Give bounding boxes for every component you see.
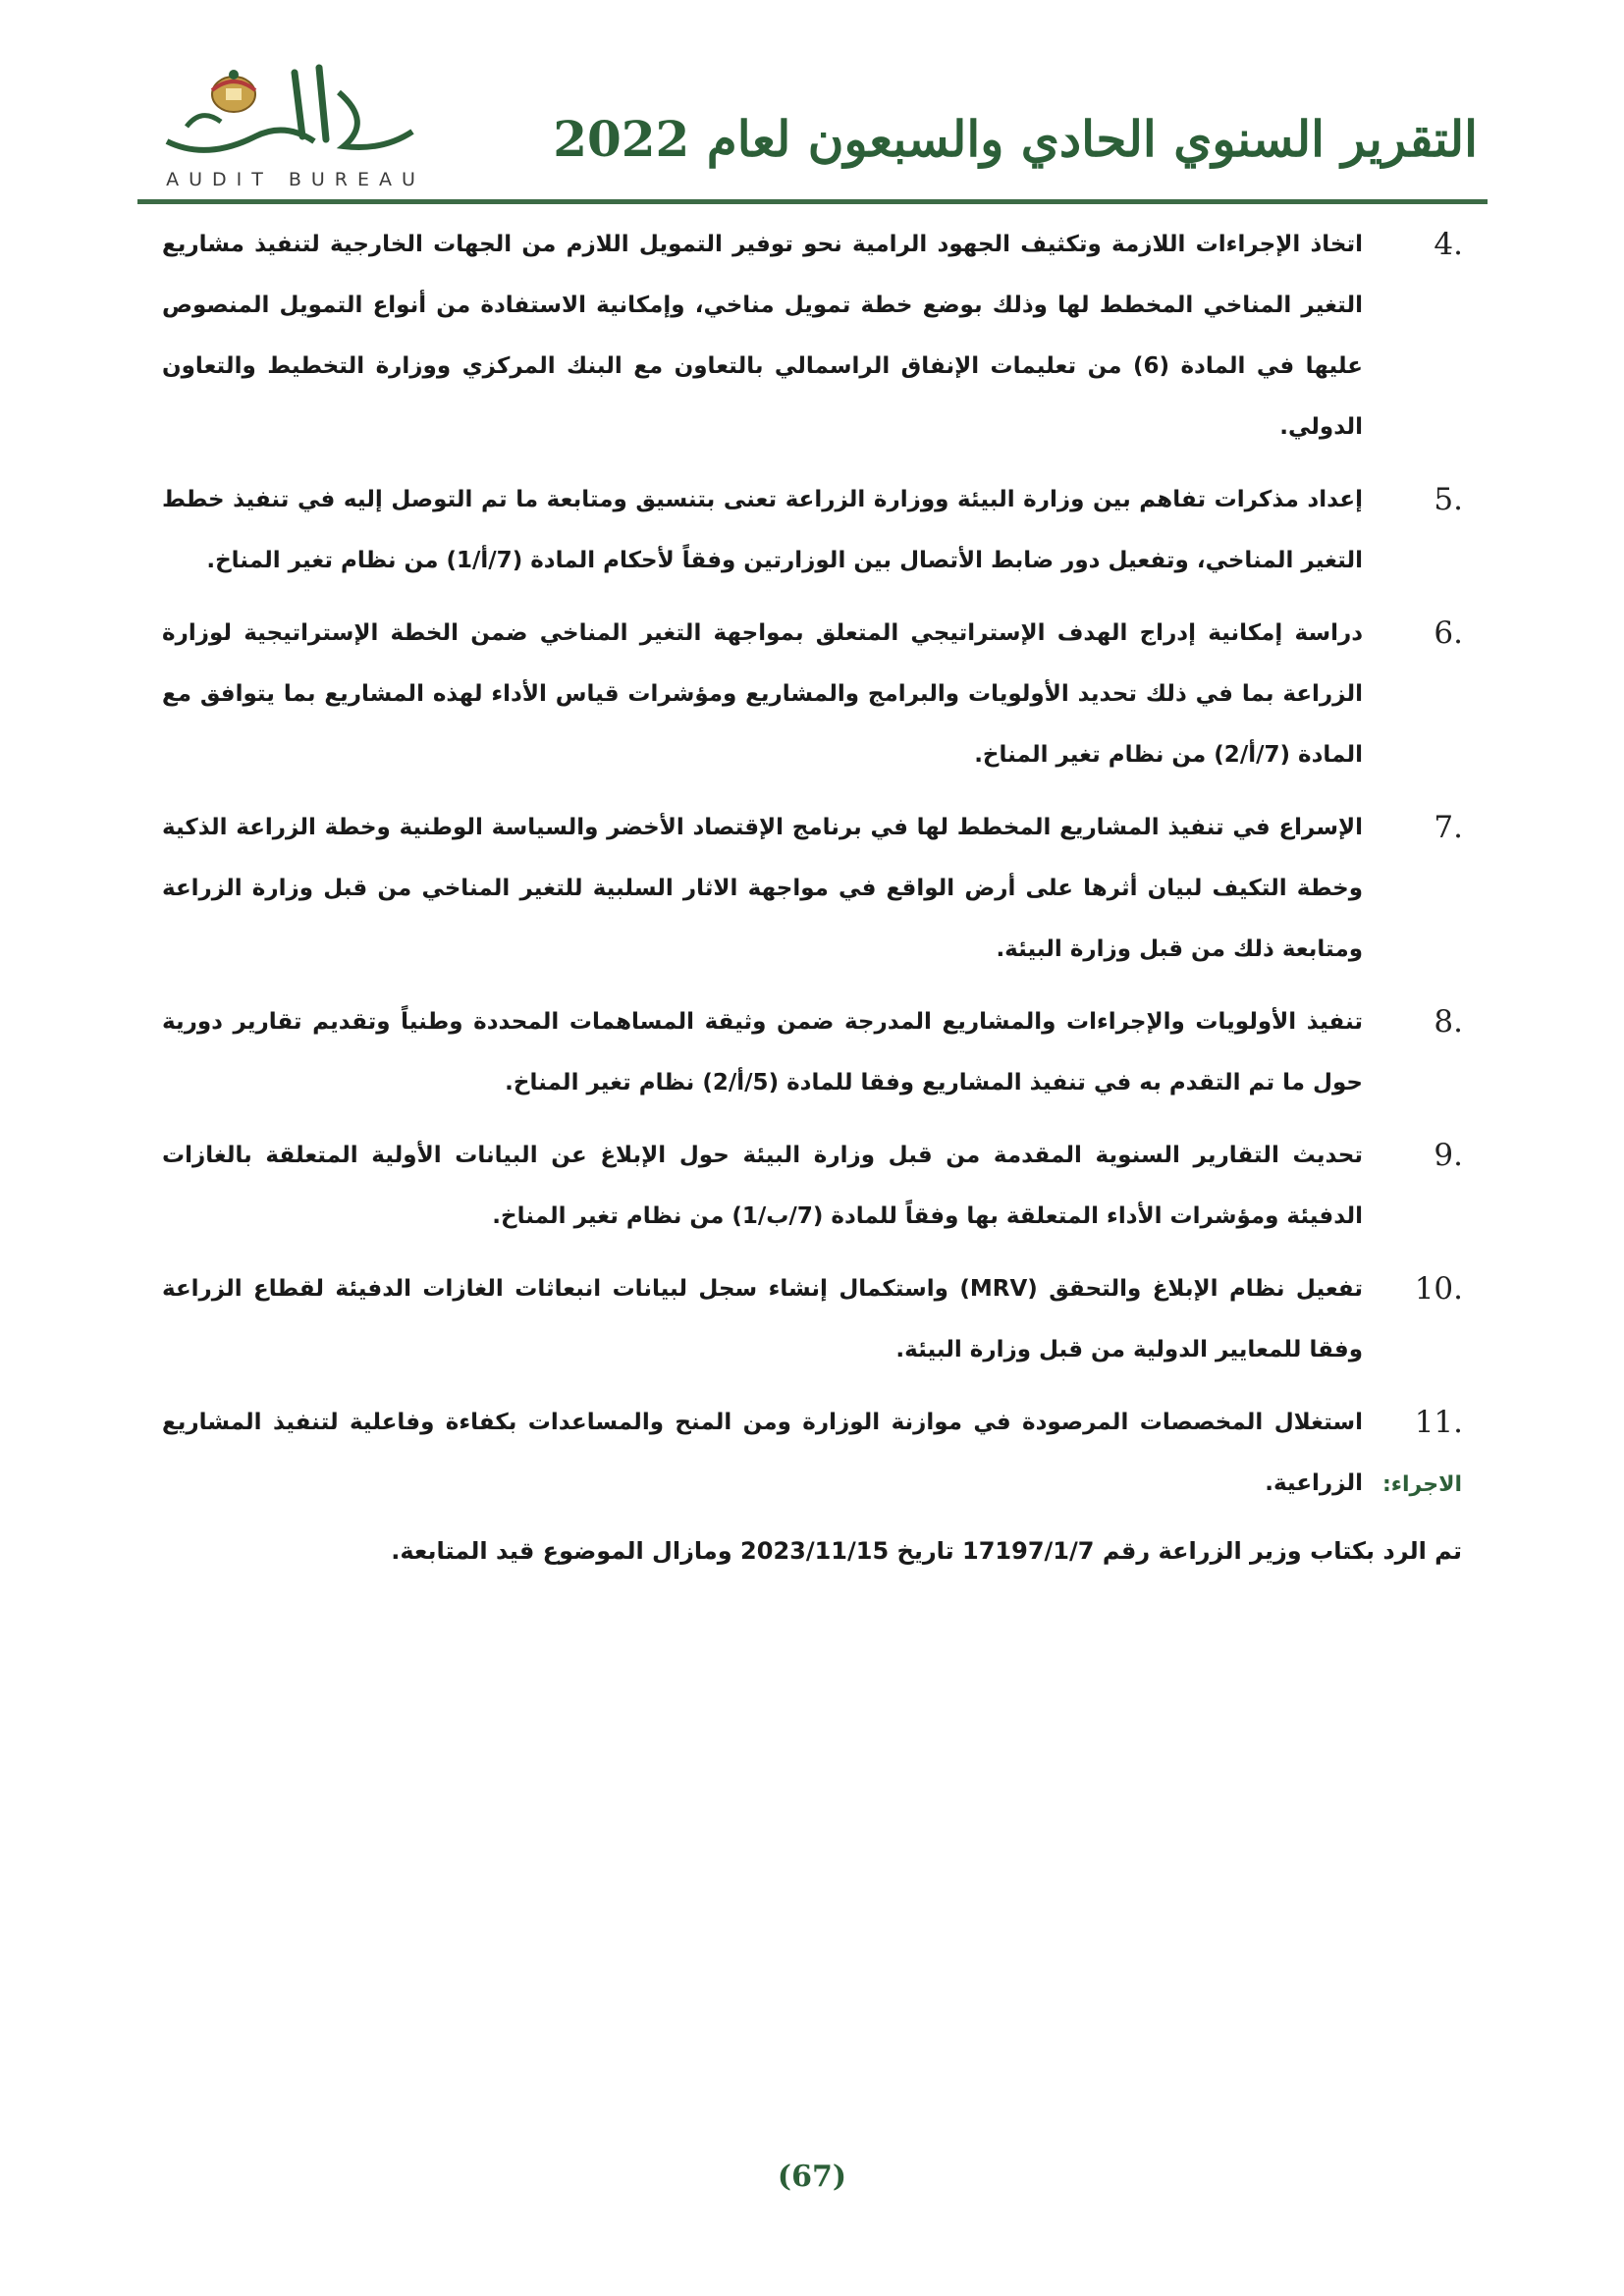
item-number: 9. <box>1434 1138 1463 1173</box>
list-item <box>162 603 1463 785</box>
item-text: تحديث التقارير السنوية المقدمة من قبل وزارة البيئة حول الإبلاغ عن البيانات الأولية المتعلقة بالغازات الدفيئة ومؤشرات الأداء المتعلقة بها وفقاً للمادة (7/ب/1) من نظام تغير المناخ. <box>162 1143 1363 1229</box>
logo-emblem-icon <box>147 53 432 171</box>
recommendations-list <box>162 214 1463 1525</box>
item-text: استغلال المخصصات المرصودة في موازنة الوزارة ومن المنح والمساعدات بكفاءة وفاعلية لتنفيذ المشاريع الزراعية. <box>162 1410 1363 1496</box>
list-item <box>162 1258 1463 1380</box>
item-number: 6. <box>1434 615 1463 651</box>
item-text: اتخاذ الإجراءات اللازمة وتكثيف الجهود الرامية نحو توفير التمويل اللازم من الجهات الخارجية لتنفيذ مشاريع التغير المناخي المخطط لها وذلك بوضع خطة تمويل مناخي، وإمكانية الاستفادة من أنواع التمويل المنصوص عليها في المادة (6) من تعليمات الإنفاق الراسمالي بالتعاون مع البنك المركزي ووزارة التخطيط والتعاون الدولي. <box>162 232 1363 440</box>
logo-english-text: AUDIT BUREAU <box>166 169 425 190</box>
audit-bureau-logo <box>147 53 432 195</box>
action-label: الاجراء: <box>1381 1472 1462 1497</box>
item-text: تفعيل نظام الإبلاغ والتحقق (MRV) واستكمال إنشاء سجل لبيانات انبعاثات الغازات الدفيئة لقطاع الزراعة وفقا للمعايير الدولية من قبل وزارة البيئة. <box>162 1276 1364 1362</box>
page-number: (67) <box>777 2160 847 2194</box>
item-number: 5. <box>1434 482 1463 517</box>
item-number: 4. <box>1434 227 1463 262</box>
item-number: 8. <box>1434 1004 1463 1040</box>
page-header <box>137 49 1488 196</box>
report-title: التقرير السنوي الحادي والسبعون لعام 2022 <box>553 110 1478 168</box>
item-text: دراسة إمكانية إدراج الهدف الإستراتيجي المتعلق بمواجهة التغير المناخي ضمن الخطة الإستراتيجية لوزارة الزراعة بما في ذلك تحديد الأولويات والبرامج والمشاريع ومؤشرات قياس الأداء لهذه المشاريع بما يتوافق مع المادة (7/أ/2) من نظام تغير المناخ. <box>162 620 1363 768</box>
list-item <box>162 214 1463 457</box>
item-text: إعداد مذكرات تفاهم بين وزارة البيئة ووزارة الزراعة تعنى بتنسيق ومتابعة ما تم التوصل إليه في تنفيذ خطط التغير المناخي، وتفعيل دور ضابط الأتصال بين الوزارتين وفقاً لأحكام المادة (7/أ/1) من نظام تغير المناخ. <box>162 487 1363 573</box>
list-item <box>162 1125 1463 1247</box>
item-number: 10. <box>1414 1271 1463 1307</box>
list-item <box>162 797 1463 980</box>
item-number: 11. <box>1414 1405 1463 1440</box>
list-item <box>162 991 1463 1113</box>
header-divider <box>137 199 1488 204</box>
item-number: 7. <box>1434 810 1463 845</box>
list-item <box>162 469 1463 591</box>
list-item <box>162 1392 1463 1514</box>
item-text: تنفيذ الأولويات والإجراءات والمشاريع المدرجة ضمن وثيقة المساهمات المحددة وطنياً وتقديم تقارير دورية حول ما تم التقدم به في تنفيذ المشاريع وفقا للمادة (5/أ/2) نظام تغير المناخ. <box>162 1009 1363 1095</box>
item-text: الإسراع في تنفيذ المشاريع المخطط لها في برنامج الإقتصاد الأخضر والسياسة الوطنية وخطة الزراعة الذكية وخطة التكيف لبيان أثرها على أرض الواقع في مواجهة الاثار السلبية للتغير المناخي من قبل وزارة الزراعة ومتابعة ذلك من قبل وزارة البيئة. <box>162 815 1363 962</box>
action-text: تم الرد بكتاب وزير الزراعة رقم 17197/1/7 تاريخ 2023/11/15 ومازال الموضوع قيد المتابعة. <box>391 1537 1462 1565</box>
